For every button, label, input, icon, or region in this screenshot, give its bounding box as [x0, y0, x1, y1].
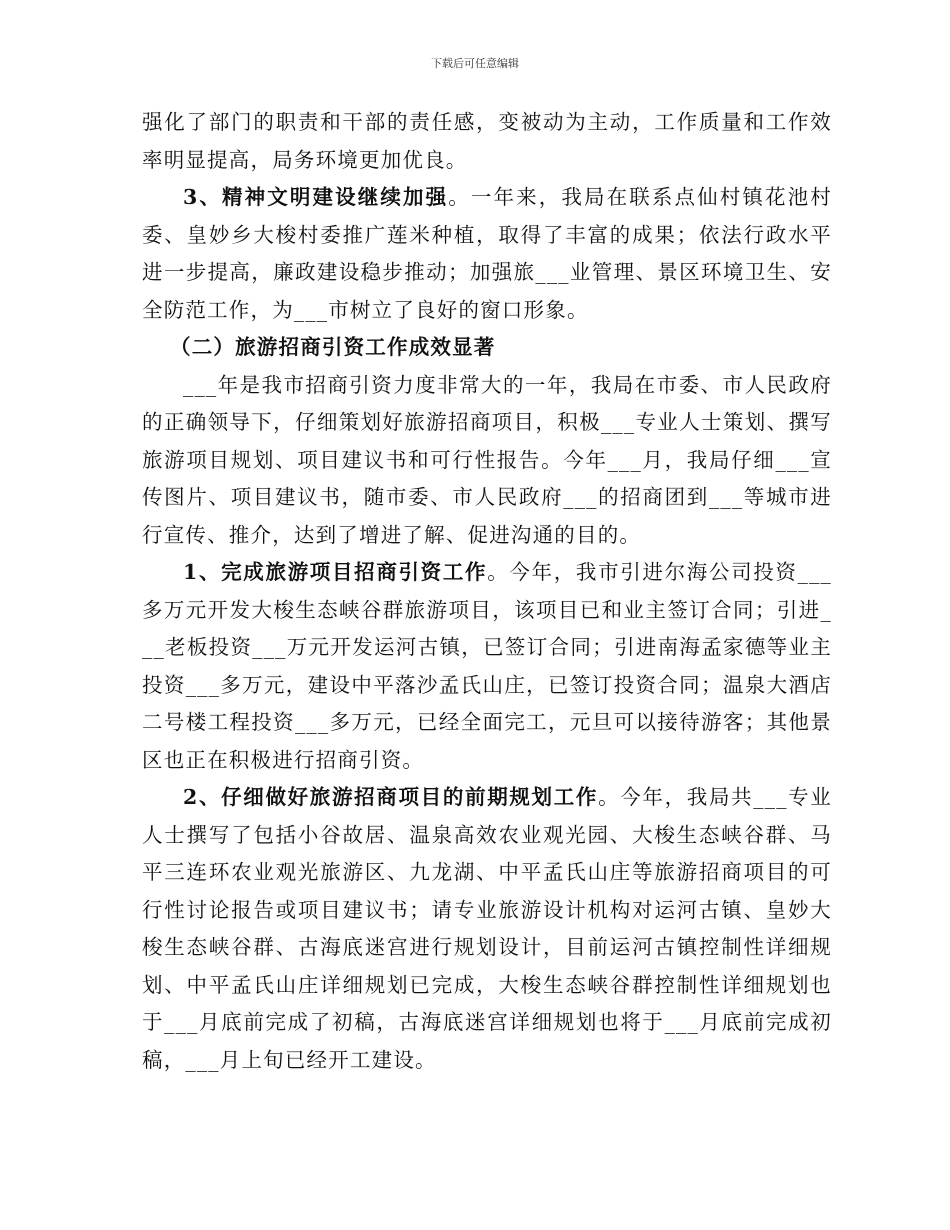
paragraph-text: 强化了部门的职责和干部的责任感，变被动为主动，工作质量和工作效率明显提高，局务环境更加优良。: [142, 110, 832, 172]
document-body: [142, 104, 832, 1079]
section-heading: （二）旅游招商引资工作成效显著: [170, 335, 496, 359]
paragraph-investment-intro: [142, 367, 832, 555]
page-header: 下载后可任意编辑: [431, 57, 519, 70]
paragraph-text: 。今年，我市引进尔海公司投资___多万元开发大梭生态峡谷群旅游项目，该项目已和业主签订合同；引进___老板投资___万元开发运河古镇，已签订合同；引进南海孟家德等业主投资___多万元，建设中平落沙孟氏山庄，已签订投资合同；温泉大酒店二号楼工程投资___多万元，已经全面完工，元旦可以接待游客；其他景区也正在积极进行招商引资。: [142, 560, 832, 772]
paragraph-text: 。一年来，我局在联系点仙村镇花池村委、皇妙乡大梭村委推广莲米种植，取得了丰富的成果；依法行政水平进一步提高，廉政建设稳步推动；加强旅___业管理、景区环境卫生、安全防范工作，为___市树立了良好的窗口形象。: [142, 185, 832, 322]
paragraph-investment-projects: [142, 554, 832, 779]
paragraph-lead: 3、精神文明建设继续加强: [183, 185, 449, 209]
paragraph-lead: 2、仔细做好旅游招商项目的前期规划工作: [183, 785, 599, 809]
paragraph-text: ___年是我市招商引资力度非常大的一年，我局在市委、市人民政府的正确领导下，仔细策划好旅游招商项目，积极___专业人士策划、撰写旅游项目规划、项目建议书和可行性报告。今年___月，我局仔细___宣传图片、项目建议书，随市委、市人民政府___的招商团到___等城市进行宣传、推介，达到了增进了解、促进沟通的目的。: [142, 372, 832, 547]
paragraph-text: 。今年，我局共___专业人士撰写了包括小谷故居、温泉高效农业观光园、大梭生态峡谷群、马平三连环农业观光旅游区、九龙湖、中平孟氏山庄等旅游招商项目的可行性讨论报告或项目建议书；请专业旅游设计机构对运河古镇、皇妙大梭生态峡谷群、古海底迷宫进行规划设计，目前运河古镇控制性详细规划、中平孟氏山庄详细规划已完成，大梭生态峡谷群控制性详细规划也于___月底前完成了初稿，古海底迷宫详细规划也将于___月底前完成初稿，___月上旬已经开工建设。: [142, 785, 832, 1072]
paragraph-spiritual-civilization: [142, 179, 832, 329]
paragraph-planning-work: [142, 779, 832, 1079]
paragraph-lead: 1、完成旅游项目招商引资工作: [183, 560, 488, 584]
paragraph-continued: [142, 104, 832, 179]
